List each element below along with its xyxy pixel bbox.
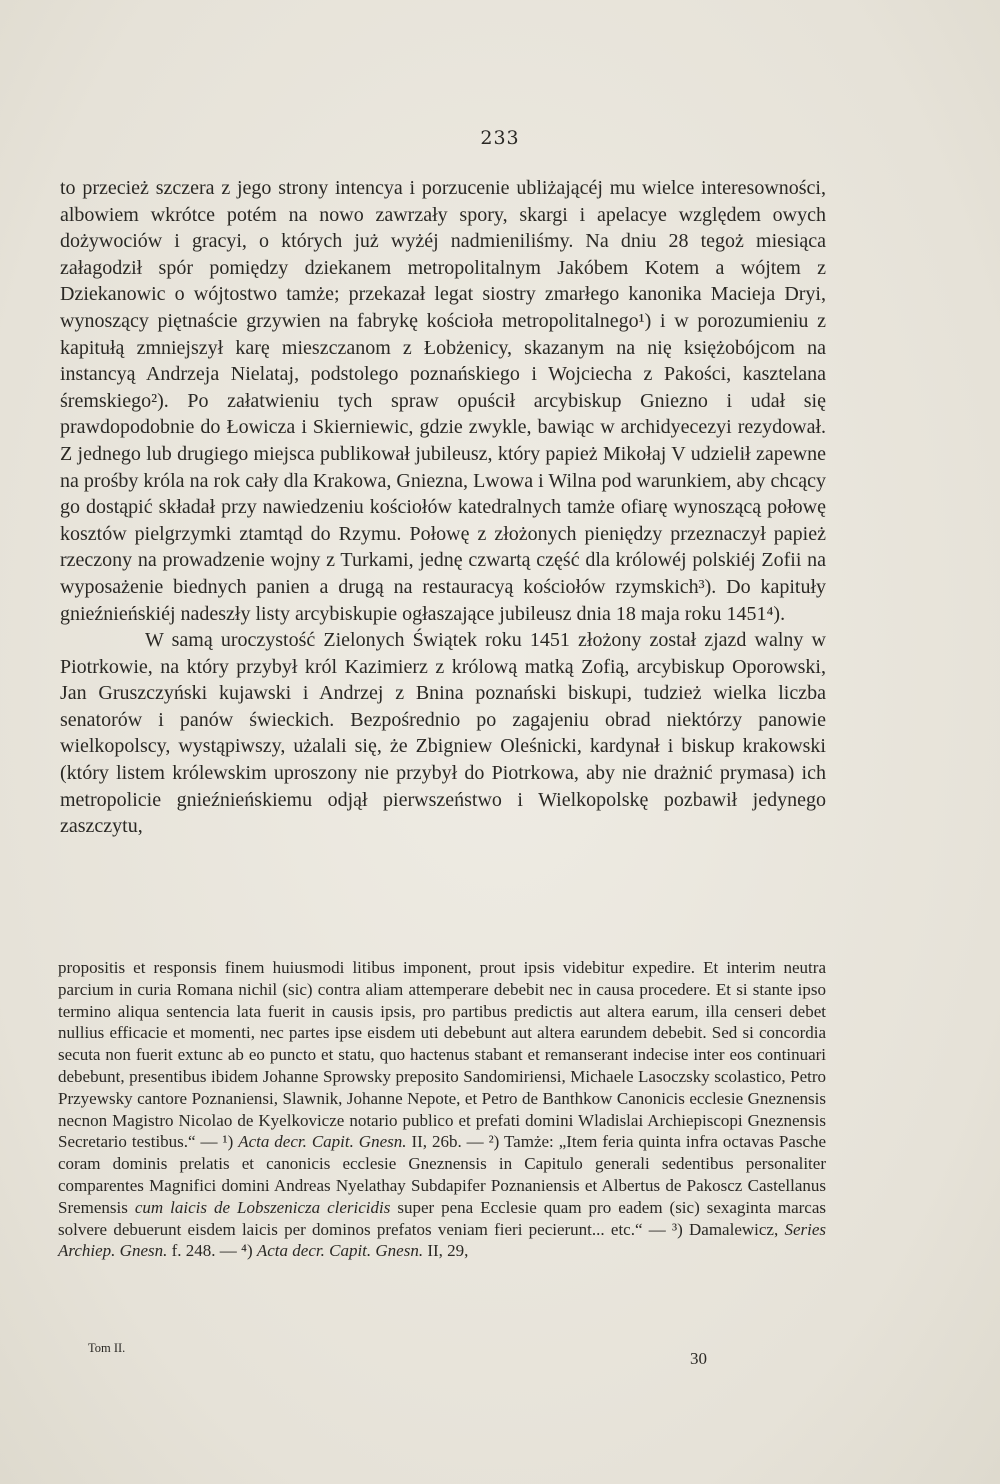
footnote-text: propositis et responsis finem huiusmodi litibus imponent, prout ipsis videbitur expedire. Et interim neutra parcium in curia Romana nichil (sic) contra aliam attemperare debebit nec in causa procedere. Et si stante ipso termino aliqua sentencia lata fuerit in causis ipsis, pro partibus predictis aut altera earum, illa censeri debet nullius efficacie et momenti, nec partes ipse eisdem uti debebunt aut altera earundem debebit. Sed si concordia secuta non fuerit extunc ab eo puncto et statu, quo hactenus stabant et remanserant indecise inter eos continuari debebunt, presentibus ibidem Johanne Sprowsky preposito Sandomiriensi, Michaele Lasoczsky scolastico, Petro Przyewsky cantore Poznaniensi, Slawnik, Johanne Nepote, et Petro de Banthkow Canonicis ecclesie Gneznensis necnon Magistro Nicolao de Kyelkovicze notario publico et prefati domini Wladislai Archiepiscopi Gneznensis Secretario testibus.“ — ¹) [58,958,826,1152]
footnote-text: II, 29, [427,1241,469,1261]
paragraph-2: W samą uroczystość Zielonych Świątek roku 1451 złożony został zjazd walny w Piotrkowie, na który przybył król Kazimierz z królową matką Zofią, arcybiskup Oporowski, Jan Gruszczyński kujawski i Andrzej z Bnina poznański biskupi, tudzież wielka liczba senatorów i panów świeckich. Bezpośrednio po zagajeniu obrad niektórzy panowie wielkopolscy, wystąpiwszy, użalali się, że Zbigniew Oleśnicki, kardynał i biskup krakowski (który listem królewskim uproszony nie przybył do Piotrkowa, aby nie drażnić prymasa) ich metropolicie gnieźnieńskiemu odjął pierwszeństwo i Wielkopolskę pozbawił jedynego zaszczytu, [60,629,826,838]
footnote-citation: Series Archiep. Gnesn. [58,1219,827,1261]
main-text [60,175,826,840]
footnote-text: f. 248. — ⁴) [171,1241,253,1261]
page-number: 233 [480,127,520,149]
footnotes [58,957,826,1262]
footnote-citation: Acta decr. Capit. Gnesn. [238,1132,407,1152]
footnote-citation: cum laicis de Lobszenicza clericidis [134,1197,391,1217]
footnote-text: II, 26b. — ²) Tamże: „Item feria quinta infra octavas Pasche coram dominis prelatis et canonicis ecclesie Gneznensis in Capitulo generali sedentibus personaliter comparentes Magnifici domini Andreas Nyelathay Subdapifer Poznaniensis et Albertus de Pakoscz Castellanus Sremensis [58,1132,827,1217]
paragraph-1: to przecież szczera z jego strony intencya i porzucenie ubliżającéj mu wielce interesowności, albowiem wkrótce potém na nowo zawrzały spory, skargi i apelacye względem owych dożywociów i gracyi, o których już wyżéj nadmieniliśmy. Na dniu 28 tegoż miesiąca załagodził spór pomiędzy dziekanem metropolitalnym Jakóbem Kotem a wójtem z Dziekanowic o wójtostwo tamże; przekazał legat siostry zmarłego kanonika Macieja Dryi, wynoszący piętnaście grzywien na fabrykę kościoła metropolitalnego¹) i w porozumieniu z kapitułą zmniejszył karę mieszczanom z Łobżenicy, skazanym na nię księżobójcom na instancyą Andrzeja Nielataj, podstolego poznańskiego i Wojciecha z Pakości, kasztelana śremskiego²). Po załatwieniu tych spraw opuścił arcybiskup Gniezno i udał się prawdopodobnie do Łowicza i Skierniewic, gdzie zwykle, bawiąc w archidyecezyi rezydował. Z jednego lub drugiego miejsca publikował jubileusz, który papież Mikołaj V udzielił zapewne na prośby króla na rok cały dla Krakowa, Gniezna, Lwowa i Wilna pod warunkiem, aby chcący go dostąpić składał przy nawiedzeniu kościołów katedralnych tamże ofiarę wynoszącą połowę kosztów pielgrzymki ztamtąd do Rzymu. Połowę z złożonych pieniędzy przeznaczył papież rzeczony na prowadzenie wojny z Turkami, jednę czwartą część dla królowéj polskiéj Zofii na wyposażenie biednych panien a drugą na restauracyą kościołów rzymskich³). Do kapituły gnieźnieńskiéj nadeszły listy arcybiskupie ogłaszające jubileusz dnia 18 maja roku 1451⁴). [60,177,826,625]
sheet-signature: 30 [690,1349,707,1368]
footnote-text: super pena Ecclesie quam pro eadem (sic) sexaginta marcas solvere debuerunt eisdem laicis per dominos prefatos veniam fieri pecierunt... etc.“ — ³) Damalewicz, [58,1197,827,1239]
footnote-citation: Acta decr. Capit. Gnesn. [256,1241,424,1261]
volume-signature: Tom II. [88,1341,126,1355]
